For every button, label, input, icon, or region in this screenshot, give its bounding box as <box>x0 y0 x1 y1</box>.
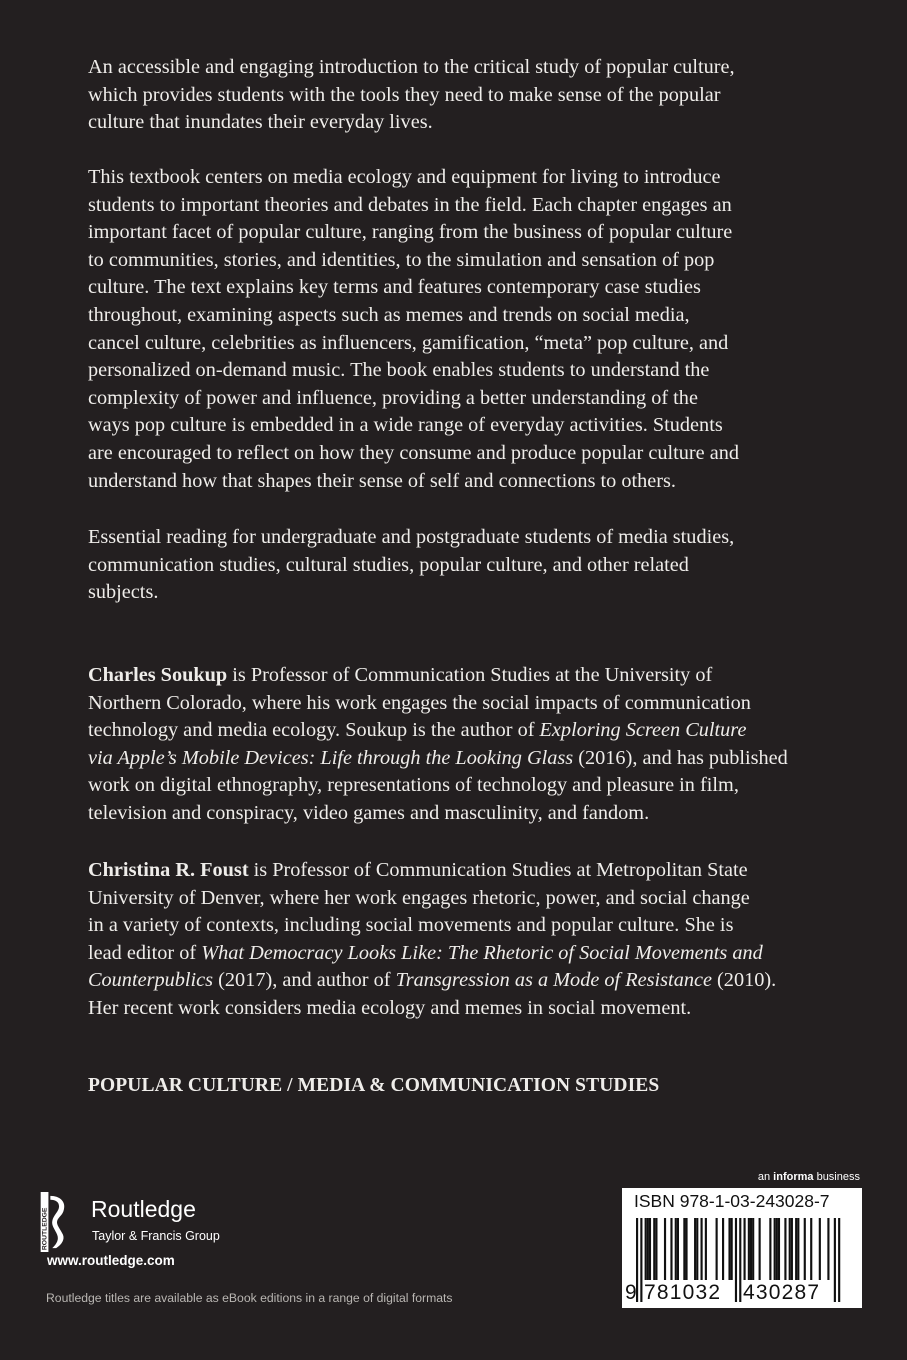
barcode-bar <box>744 1218 746 1280</box>
publisher-group: Taylor & Francis Group <box>92 1229 220 1243</box>
informa-suffix: business <box>813 1171 860 1183</box>
barcode-bar <box>797 1218 799 1280</box>
bio-text: (2017), and author of <box>213 969 396 992</box>
publisher-website-link[interactable]: www.routledge.com <box>47 1253 175 1268</box>
barcode-bar <box>655 1218 657 1280</box>
isbn-label: ISBN 978-1-03-243028-7 <box>634 1191 830 1211</box>
informa-tagline <box>758 1171 860 1183</box>
description-line: important facet of popular culture, ranging from the business of popular culture <box>88 221 733 244</box>
barcode-bar <box>795 1218 797 1280</box>
book-title: Exploring Screen Culture <box>539 719 747 742</box>
barcode-bar <box>752 1218 754 1280</box>
bio-line <box>88 967 828 995</box>
barcode-bar <box>649 1218 651 1280</box>
bio-line: television and conspiracy, video games and masculinity, and fandom. <box>88 801 650 824</box>
isbn-barcode <box>622 1188 862 1308</box>
barcode-bar <box>653 1218 655 1280</box>
barcode-bar <box>774 1218 776 1280</box>
book-title: Counterpublics <box>88 969 214 992</box>
barcode-digit-lead: 9 <box>625 1281 638 1304</box>
barcode-bar <box>834 1218 836 1302</box>
barcode-bar <box>705 1218 707 1280</box>
barcode-bar <box>776 1218 778 1280</box>
author-bio-soukup <box>88 662 828 828</box>
bio-text: (2016), and has published <box>573 746 788 769</box>
audience-paragraph <box>88 524 828 607</box>
ebook-note: Routledge titles are available as eBook editions in a range of digital formats <box>46 1291 453 1305</box>
book-title: What Democracy Looks Like: The Rhetoric of Social Movements and <box>201 941 763 964</box>
barcode-bar <box>677 1218 679 1280</box>
bio-text: is Professor of Communication Studies at Metropolitan State <box>248 859 748 881</box>
audience-line: communication studies, cultural studies, popular culture, and other related <box>88 553 689 576</box>
barcode-bar <box>739 1218 741 1302</box>
bio-line: work on digital ethnography, representations of technology and pleasure in film, <box>88 774 739 797</box>
description-line: complexity of power and influence, providing a better understanding of the <box>88 386 698 409</box>
bio-text: is Professor of Communication Studies at the University of <box>227 664 713 686</box>
author-name: Christina R. Foust <box>88 859 249 881</box>
author-bio-foust <box>88 857 828 1023</box>
barcode-digits-left: 781032 <box>644 1281 722 1304</box>
description-line: students to important theories and debates in the field. Each chapter engages an <box>88 193 732 216</box>
intro-line: which provides students with the tools they need to make sense of the popular <box>88 83 721 106</box>
intro-line: An accessible and engaging introduction to the critical study of popular culture, <box>88 56 735 78</box>
barcode-bar <box>675 1218 677 1280</box>
barcode-bar <box>748 1218 750 1280</box>
barcode-bar <box>819 1218 821 1280</box>
barcode-bar <box>827 1218 829 1280</box>
barcode-bar <box>769 1218 771 1280</box>
bio-line: in a variety of contexts, including social movements and popular culture. She is <box>88 914 734 937</box>
description-line: understand how that shapes their sense of self and connections to others. <box>88 469 677 492</box>
bio-line <box>88 662 828 690</box>
description-line: personalized on-demand music. The book enables students to understand the <box>88 359 710 382</box>
bio-line: University of Denver, where her work engages rhetoric, power, and social change <box>88 886 750 909</box>
book-title: Transgression as a Mode of Resistance <box>395 969 712 992</box>
barcode-bar <box>731 1218 733 1280</box>
barcode-bar <box>784 1218 786 1280</box>
barcode-bar <box>664 1218 666 1280</box>
informa-prefix: an <box>757 1171 774 1183</box>
barcode-bar <box>670 1218 672 1280</box>
barcode-bar <box>640 1218 642 1302</box>
informa-brand: informa <box>773 1171 814 1183</box>
intro-paragraph <box>88 54 828 137</box>
barcode-bar <box>645 1218 647 1280</box>
barcode-bar <box>735 1218 737 1302</box>
barcode-bar <box>722 1218 724 1280</box>
barcode-bar <box>778 1218 780 1280</box>
bio-text: technology and media ecology. Soukup is the author of <box>88 719 540 742</box>
barcode-bar <box>791 1218 793 1280</box>
bio-text: lead editor of <box>88 941 202 964</box>
description-line: to communities, stories, and identities, to the simulation and sensation of pop <box>88 248 715 271</box>
barcode-bar <box>728 1218 730 1280</box>
description-line: culture. The text explains key terms and features contemporary case studies <box>88 276 701 299</box>
barcode-bar <box>685 1218 687 1280</box>
barcode-bar <box>696 1218 698 1280</box>
bio-line <box>88 857 828 885</box>
description-line: throughout, examining aspects such as memes and trends on social media, <box>88 303 690 326</box>
bio-line: Northern Colorado, where his work engages the social impacts of communication <box>88 691 751 714</box>
author-name: Charles Soukup <box>88 664 228 686</box>
intro-line: culture that inundates their everyday lives. <box>88 111 433 134</box>
bio-line <box>88 717 828 745</box>
description-line: This textbook centers on media ecology and equipment for living to introduce <box>88 166 721 188</box>
barcode-bar <box>701 1218 703 1280</box>
barcode-digits-right: 430287 <box>743 1281 821 1304</box>
barcode-bar <box>759 1218 761 1280</box>
publisher-name: Routledge <box>91 1196 196 1222</box>
description-line: cancel culture, celebrities as influencers, gamification, “meta” pop culture, and <box>88 331 729 354</box>
description-paragraph <box>88 164 828 495</box>
barcode-bar <box>750 1218 752 1280</box>
barcode-bar <box>804 1218 806 1280</box>
logo-vertical-text: ROUTLEDGE <box>41 1207 49 1251</box>
audience-line: subjects. <box>88 581 159 604</box>
description-line: are encouraged to reflect on how they consume and produce popular culture and <box>88 441 739 464</box>
barcode-bar <box>789 1218 791 1280</box>
bio-line <box>88 745 828 773</box>
bio-line: Her recent work considers media ecology and memes in social movement. <box>88 996 692 1019</box>
barcode-bar <box>810 1218 812 1280</box>
barcode-bar <box>683 1218 685 1280</box>
barcode-bar <box>647 1218 649 1280</box>
subject-category: POPULAR CULTURE / MEDIA & COMMUNICATION STUDIES <box>88 1075 660 1096</box>
description-line: ways pop culture is embedded in a wide range of everyday activities. Students <box>88 414 723 437</box>
routledge-logo-icon <box>40 1192 82 1252</box>
bio-text: (2010). <box>711 969 777 992</box>
barcode-bar <box>694 1218 696 1280</box>
barcode-bar <box>838 1218 840 1302</box>
bio-line <box>88 940 828 968</box>
barcode-bar <box>716 1218 718 1280</box>
book-title: via Apple’s Mobile Devices: Life through the Looking Glass <box>88 746 574 769</box>
audience-line: Essential reading for undergraduate and postgraduate students of media studies, <box>88 526 735 548</box>
